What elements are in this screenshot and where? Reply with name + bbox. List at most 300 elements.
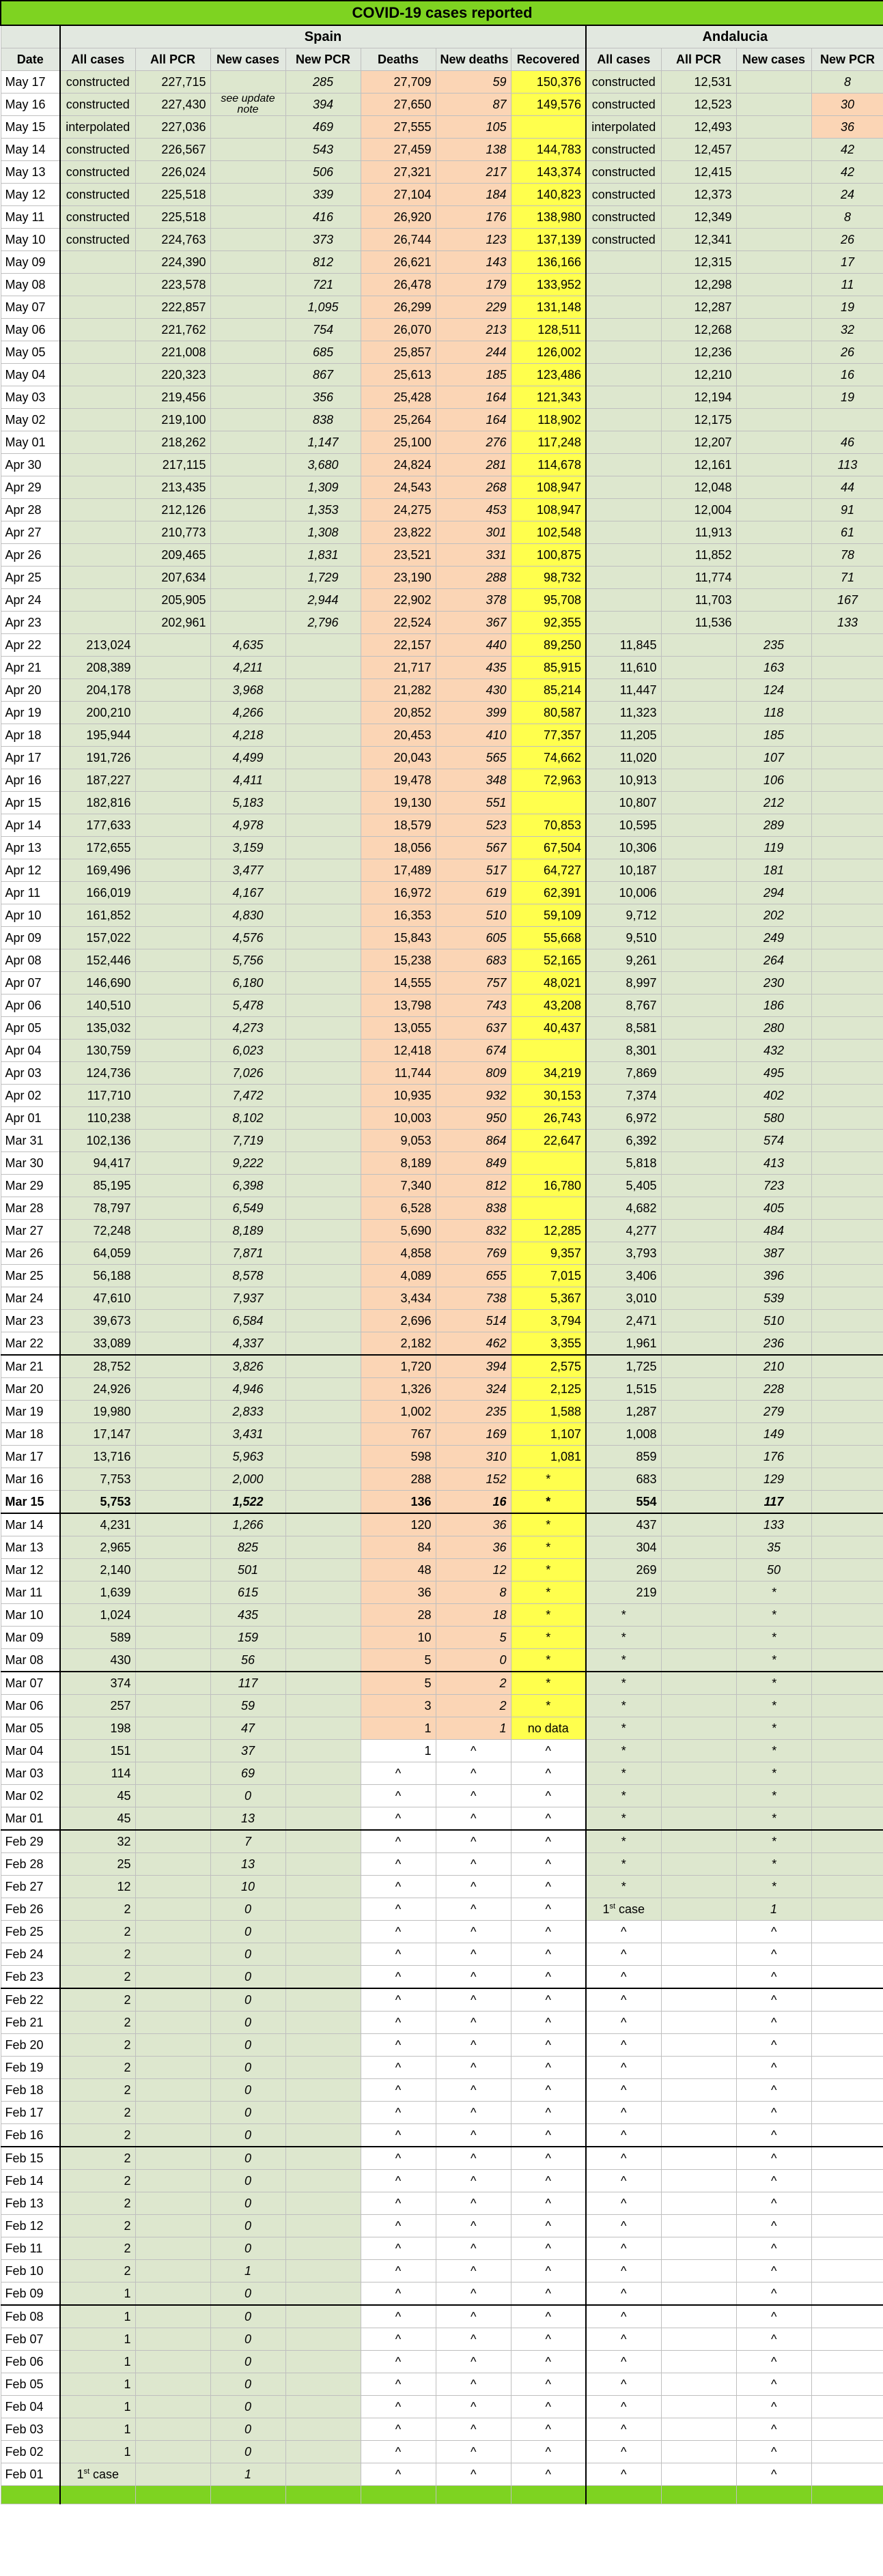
cell-andalucia-all-pcr: 12,341 bbox=[661, 229, 736, 251]
cell-spain-all-cases: 169,496 bbox=[60, 859, 135, 882]
cell-spain-new-cases: 435 bbox=[210, 1604, 285, 1627]
cell-spain-new-cases: 37 bbox=[210, 1740, 285, 1762]
cell-andalucia-all-cases: constructed bbox=[586, 94, 661, 116]
cell-spain-new-deaths: 213 bbox=[436, 319, 511, 341]
cell-spain-deaths: 21,282 bbox=[361, 679, 436, 702]
cell-spain-recovered: 89,250 bbox=[511, 634, 586, 657]
cell-spain-recovered: 72,963 bbox=[511, 769, 586, 792]
cell-andalucia-new-pcr bbox=[811, 1988, 883, 2012]
cell-andalucia-new-pcr bbox=[811, 1468, 883, 1491]
cell-spain-new-cases bbox=[210, 184, 285, 206]
table-row bbox=[1, 1785, 883, 1807]
cell-spain-new-deaths: 348 bbox=[436, 769, 511, 792]
cell-spain-all-cases bbox=[60, 567, 135, 589]
cell-spain-new-pcr bbox=[285, 1220, 361, 1242]
cell-spain-new-pcr bbox=[285, 1627, 361, 1649]
cell-andalucia-all-pcr bbox=[661, 2441, 736, 2463]
cell-andalucia-all-pcr: 12,523 bbox=[661, 94, 736, 116]
cell-andalucia-new-cases: ^ bbox=[736, 2124, 811, 2147]
cell-andalucia-all-pcr bbox=[661, 1107, 736, 1130]
cell-spain-new-pcr bbox=[285, 1898, 361, 1921]
cell-andalucia-new-cases: * bbox=[736, 1695, 811, 1717]
cell-spain-deaths: 3 bbox=[361, 1695, 436, 1717]
cell-spain-new-deaths: 8 bbox=[436, 1582, 511, 1604]
table-row bbox=[1, 1672, 883, 1695]
table-row bbox=[1, 139, 883, 161]
cell-spain-new-cases: 825 bbox=[210, 1536, 285, 1559]
cell-spain-all-pcr bbox=[135, 2147, 210, 2170]
cell-spain-recovered: ^ bbox=[511, 1943, 586, 1966]
cell-andalucia-new-cases bbox=[736, 431, 811, 454]
cell-spain-all-cases: 152,446 bbox=[60, 949, 135, 972]
cell-andalucia-all-cases: 9,261 bbox=[586, 949, 661, 972]
cell-spain-new-pcr bbox=[285, 1332, 361, 1356]
cell-andalucia-all-pcr bbox=[661, 1130, 736, 1152]
cell-date: May 10 bbox=[1, 229, 60, 251]
cell-spain-recovered: 144,783 bbox=[511, 139, 586, 161]
cell-spain-new-pcr bbox=[285, 1695, 361, 1717]
cell-andalucia-all-cases: constructed bbox=[586, 184, 661, 206]
cell-date: Apr 18 bbox=[1, 724, 60, 747]
cell-andalucia-all-cases bbox=[586, 544, 661, 567]
cell-andalucia-all-pcr bbox=[661, 1966, 736, 1989]
cell-spain-all-cases: 191,726 bbox=[60, 747, 135, 769]
cell-andalucia-new-pcr bbox=[811, 1107, 883, 1130]
cell-date: Apr 02 bbox=[1, 1085, 60, 1107]
cell-andalucia-new-cases bbox=[736, 319, 811, 341]
cell-spain-new-pcr bbox=[285, 1513, 361, 1536]
table-row bbox=[1, 476, 883, 499]
cell-spain-deaths: 23,190 bbox=[361, 567, 436, 589]
cell-andalucia-all-pcr bbox=[661, 1220, 736, 1242]
cell-spain-new-pcr bbox=[285, 1017, 361, 1040]
cell-spain-new-deaths: 2 bbox=[436, 1672, 511, 1695]
cell-date: Apr 29 bbox=[1, 476, 60, 499]
cell-andalucia-all-cases: * bbox=[586, 1627, 661, 1649]
cell-spain-all-pcr bbox=[135, 2351, 210, 2373]
cell-spain-all-pcr bbox=[135, 1988, 210, 2012]
cell-andalucia-all-cases: ^ bbox=[586, 2147, 661, 2170]
cell-spain-all-pcr: 202,961 bbox=[135, 612, 210, 634]
cell-andalucia-all-cases: * bbox=[586, 1740, 661, 1762]
cell-spain-new-deaths: 743 bbox=[436, 994, 511, 1017]
cell-spain-all-cases: 195,944 bbox=[60, 724, 135, 747]
cell-spain-new-deaths: 769 bbox=[436, 1242, 511, 1265]
cell-andalucia-new-cases: 212 bbox=[736, 792, 811, 814]
cell-spain-new-pcr bbox=[285, 2147, 361, 2170]
cell-spain-deaths: 12,418 bbox=[361, 1040, 436, 1062]
cell-spain-deaths: 16,353 bbox=[361, 904, 436, 927]
cell-spain-recovered: ^ bbox=[511, 2057, 586, 2079]
table-row bbox=[1, 2237, 883, 2260]
cell-spain-deaths: ^ bbox=[361, 2079, 436, 2102]
cell-andalucia-all-cases: 1,725 bbox=[586, 1355, 661, 1378]
cell-spain-new-pcr bbox=[285, 2057, 361, 2079]
cell-andalucia-new-cases: 294 bbox=[736, 882, 811, 904]
table-row bbox=[1, 161, 883, 184]
cell-date: May 11 bbox=[1, 206, 60, 229]
cell-andalucia-new-cases: ^ bbox=[736, 1988, 811, 2012]
cell-andalucia-new-pcr bbox=[811, 2124, 883, 2147]
cell-spain-new-cases: 7,719 bbox=[210, 1130, 285, 1152]
cell-spain-deaths: 2,182 bbox=[361, 1332, 436, 1356]
cell-spain-new-cases: 0 bbox=[210, 1966, 285, 1989]
cell-spain-all-cases: 45 bbox=[60, 1807, 135, 1831]
cell-spain-recovered: ^ bbox=[511, 2260, 586, 2282]
cell-spain-new-deaths: 5 bbox=[436, 1627, 511, 1649]
cell-spain-recovered: 85,214 bbox=[511, 679, 586, 702]
cell-date: Mar 22 bbox=[1, 1332, 60, 1356]
cell-andalucia-new-pcr bbox=[811, 2012, 883, 2034]
cell-spain-new-cases: 0 bbox=[210, 2305, 285, 2328]
cell-spain-recovered: ^ bbox=[511, 1830, 586, 1853]
cell-spain-new-pcr: 1,309 bbox=[285, 476, 361, 499]
cell-date: May 15 bbox=[1, 116, 60, 139]
cell-andalucia-new-cases: 202 bbox=[736, 904, 811, 927]
cell-date: Apr 26 bbox=[1, 544, 60, 567]
table-row bbox=[1, 521, 883, 544]
cell-date: Apr 08 bbox=[1, 949, 60, 972]
cell-andalucia-all-cases: 859 bbox=[586, 1446, 661, 1468]
cell-spain-new-deaths: 164 bbox=[436, 409, 511, 431]
cell-spain-all-pcr: 219,456 bbox=[135, 386, 210, 409]
cell-spain-recovered: ^ bbox=[511, 1740, 586, 1762]
cell-spain-new-pcr bbox=[285, 2079, 361, 2102]
cell-andalucia-all-cases: 4,277 bbox=[586, 1220, 661, 1242]
cell-andalucia-new-pcr bbox=[811, 2057, 883, 2079]
cell-andalucia-new-pcr bbox=[811, 1604, 883, 1627]
cell-date: Mar 16 bbox=[1, 1468, 60, 1491]
cell-spain-recovered: ^ bbox=[511, 1807, 586, 1831]
cell-spain-new-pcr bbox=[285, 634, 361, 657]
cell-andalucia-new-pcr bbox=[811, 1966, 883, 1989]
cell-spain-all-cases: 28,752 bbox=[60, 1355, 135, 1378]
cell-andalucia-all-pcr: 11,774 bbox=[661, 567, 736, 589]
table-row bbox=[1, 1220, 883, 1242]
cell-date: Feb 01 bbox=[1, 2463, 60, 2486]
cell-spain-new-deaths: ^ bbox=[436, 2124, 511, 2147]
cell-andalucia-all-pcr bbox=[661, 2034, 736, 2057]
cell-spain-all-cases: 1 bbox=[60, 2418, 135, 2441]
cell-spain-all-cases bbox=[60, 544, 135, 567]
cell-spain-new-pcr: 285 bbox=[285, 71, 361, 94]
cell-spain-deaths: 5 bbox=[361, 1649, 436, 1672]
cell-spain-new-cases: 0 bbox=[210, 2396, 285, 2418]
cell-spain-deaths: 14,555 bbox=[361, 972, 436, 994]
cell-andalucia-new-pcr bbox=[811, 702, 883, 724]
cell-spain-all-cases: 32 bbox=[60, 1830, 135, 1853]
cell-spain-all-pcr bbox=[135, 1672, 210, 1695]
cell-spain-all-cases bbox=[60, 296, 135, 319]
cell-andalucia-all-pcr bbox=[661, 1695, 736, 1717]
table-row bbox=[1, 994, 883, 1017]
cell-andalucia-new-pcr bbox=[811, 1401, 883, 1423]
cell-spain-new-cases: 0 bbox=[210, 1943, 285, 1966]
cell-spain-new-deaths: 268 bbox=[436, 476, 511, 499]
cell-date: May 03 bbox=[1, 386, 60, 409]
cell-spain-all-cases: 2 bbox=[60, 2147, 135, 2170]
cell-andalucia-new-pcr bbox=[811, 949, 883, 972]
table-row bbox=[1, 71, 883, 94]
cell-spain-new-pcr bbox=[285, 1242, 361, 1265]
cell-spain-recovered: ^ bbox=[511, 2124, 586, 2147]
table-row bbox=[1, 2147, 883, 2170]
cell-andalucia-all-pcr bbox=[661, 1627, 736, 1649]
cell-spain-recovered: ^ bbox=[511, 2147, 586, 2170]
cell-spain-recovered: 26,743 bbox=[511, 1107, 586, 1130]
table-row bbox=[1, 184, 883, 206]
table-row bbox=[1, 679, 883, 702]
cell-spain-new-pcr: 394 bbox=[285, 94, 361, 116]
cell-andalucia-new-cases: 230 bbox=[736, 972, 811, 994]
cell-spain-new-pcr bbox=[285, 1491, 361, 1514]
cell-andalucia-all-cases: ^ bbox=[586, 2441, 661, 2463]
cell-spain-new-cases bbox=[210, 409, 285, 431]
cell-andalucia-all-pcr: 12,175 bbox=[661, 409, 736, 431]
cell-spain-new-cases: 4,978 bbox=[210, 814, 285, 837]
cell-andalucia-new-cases: 129 bbox=[736, 1468, 811, 1491]
table-row bbox=[1, 2260, 883, 2282]
cell-andalucia-new-cases: 396 bbox=[736, 1265, 811, 1287]
cell-andalucia-new-cases: 1 bbox=[736, 1898, 811, 1921]
cell-andalucia-all-pcr: 12,415 bbox=[661, 161, 736, 184]
cell-andalucia-all-cases: constructed bbox=[586, 206, 661, 229]
cell-spain-new-pcr bbox=[285, 1604, 361, 1627]
cell-spain-all-pcr bbox=[135, 2215, 210, 2237]
cell-andalucia-new-pcr: 19 bbox=[811, 296, 883, 319]
cell-spain-all-pcr bbox=[135, 1401, 210, 1423]
table-row bbox=[1, 1695, 883, 1717]
table-row bbox=[1, 1040, 883, 1062]
cell-spain-new-deaths: ^ bbox=[436, 2237, 511, 2260]
cell-spain-new-deaths: 138 bbox=[436, 139, 511, 161]
cell-andalucia-new-pcr bbox=[811, 1265, 883, 1287]
cell-spain-new-deaths: ^ bbox=[436, 2102, 511, 2124]
cell-spain-all-cases: 117,710 bbox=[60, 1085, 135, 1107]
cell-spain-new-cases bbox=[210, 161, 285, 184]
cell-spain-new-pcr bbox=[285, 702, 361, 724]
cell-spain-all-cases: 4,231 bbox=[60, 1513, 135, 1536]
cell-spain-new-deaths: 517 bbox=[436, 859, 511, 882]
cell-spain-new-cases: 159 bbox=[210, 1627, 285, 1649]
table-row bbox=[1, 229, 883, 251]
cell-andalucia-all-cases: constructed bbox=[586, 229, 661, 251]
cell-spain-deaths: 27,709 bbox=[361, 71, 436, 94]
cell-spain-deaths: 8,189 bbox=[361, 1152, 436, 1175]
cell-spain-deaths: 4,858 bbox=[361, 1242, 436, 1265]
cell-andalucia-new-cases: ^ bbox=[736, 1966, 811, 1989]
cell-date: Apr 21 bbox=[1, 657, 60, 679]
cell-spain-new-deaths: 301 bbox=[436, 521, 511, 544]
cell-spain-new-pcr: 506 bbox=[285, 161, 361, 184]
cell-spain-deaths: 27,321 bbox=[361, 161, 436, 184]
cell-andalucia-all-cases: 10,807 bbox=[586, 792, 661, 814]
cell-spain-new-pcr bbox=[285, 1807, 361, 1831]
cell-spain-new-cases: 0 bbox=[210, 1785, 285, 1807]
cell-spain-new-deaths: 838 bbox=[436, 1197, 511, 1220]
table-row bbox=[1, 2305, 883, 2328]
cell-andalucia-all-pcr bbox=[661, 2012, 736, 2034]
table-row bbox=[1, 2328, 883, 2351]
cell-spain-all-cases bbox=[60, 341, 135, 364]
cell-andalucia-new-cases: 432 bbox=[736, 1040, 811, 1062]
table-row bbox=[1, 837, 883, 859]
cell-spain-recovered: 80,587 bbox=[511, 702, 586, 724]
cell-andalucia-new-cases: 495 bbox=[736, 1062, 811, 1085]
cell-andalucia-all-cases bbox=[586, 499, 661, 521]
cell-spain-all-pcr bbox=[135, 1220, 210, 1242]
cell-spain-new-cases bbox=[210, 116, 285, 139]
cell-andalucia-new-cases bbox=[736, 612, 811, 634]
cell-spain-new-cases bbox=[210, 386, 285, 409]
cell-spain-all-pcr bbox=[135, 1332, 210, 1356]
cell-spain-deaths: 25,264 bbox=[361, 409, 436, 431]
cell-andalucia-all-pcr bbox=[661, 2328, 736, 2351]
cell-spain-new-pcr bbox=[285, 2305, 361, 2328]
table-row bbox=[1, 1085, 883, 1107]
cell-andalucia-new-pcr bbox=[811, 747, 883, 769]
cell-andalucia-new-cases: * bbox=[736, 1717, 811, 1740]
cell-andalucia-new-pcr bbox=[811, 927, 883, 949]
cell-andalucia-all-pcr bbox=[661, 2147, 736, 2170]
cell-spain-new-pcr bbox=[285, 1197, 361, 1220]
cell-andalucia-all-cases bbox=[586, 296, 661, 319]
cell-spain-recovered: * bbox=[511, 1627, 586, 1649]
cell-andalucia-new-pcr bbox=[811, 2192, 883, 2215]
cell-spain-deaths: 28 bbox=[361, 1604, 436, 1627]
cell-spain-new-pcr bbox=[285, 2373, 361, 2396]
cell-andalucia-all-cases: 3,406 bbox=[586, 1265, 661, 1287]
cell-andalucia-all-cases: ^ bbox=[586, 2418, 661, 2441]
cell-spain-deaths: 18,579 bbox=[361, 814, 436, 837]
cell-andalucia-new-cases: 186 bbox=[736, 994, 811, 1017]
cell-spain-new-cases: 7 bbox=[210, 1830, 285, 1853]
cell-spain-recovered: ^ bbox=[511, 1966, 586, 1989]
cell-date: Mar 09 bbox=[1, 1627, 60, 1649]
cell-spain-all-pcr: 224,390 bbox=[135, 251, 210, 274]
cell-spain-recovered: ^ bbox=[511, 2441, 586, 2463]
cell-andalucia-new-pcr bbox=[811, 837, 883, 859]
cell-andalucia-new-pcr bbox=[811, 1672, 883, 1695]
cell-spain-new-cases: 0 bbox=[210, 2124, 285, 2147]
cell-date: Apr 06 bbox=[1, 994, 60, 1017]
cell-andalucia-new-pcr bbox=[811, 2170, 883, 2192]
cell-spain-all-pcr bbox=[135, 792, 210, 814]
cell-andalucia-new-pcr bbox=[811, 1582, 883, 1604]
cell-andalucia-all-pcr bbox=[661, 792, 736, 814]
cell-andalucia-all-cases: 554 bbox=[586, 1491, 661, 1514]
cell-spain-new-deaths: 809 bbox=[436, 1062, 511, 1085]
cell-spain-all-pcr bbox=[135, 2260, 210, 2282]
cell-spain-all-cases: 114 bbox=[60, 1762, 135, 1785]
cell-spain-new-cases: 5,478 bbox=[210, 994, 285, 1017]
cell-spain-all-pcr bbox=[135, 1898, 210, 1921]
cell-spain-new-pcr bbox=[285, 2012, 361, 2034]
cell-spain-new-cases bbox=[210, 544, 285, 567]
cell-spain-all-pcr: 219,100 bbox=[135, 409, 210, 431]
cell-andalucia-new-pcr: 42 bbox=[811, 161, 883, 184]
cell-andalucia-new-cases: 163 bbox=[736, 657, 811, 679]
cell-andalucia-all-pcr: 12,315 bbox=[661, 251, 736, 274]
cell-date: Feb 07 bbox=[1, 2328, 60, 2351]
cell-spain-new-deaths: 440 bbox=[436, 634, 511, 657]
cell-spain-all-pcr: 226,567 bbox=[135, 139, 210, 161]
table-row bbox=[1, 2215, 883, 2237]
cell-spain-recovered: ^ bbox=[511, 2170, 586, 2192]
cell-andalucia-all-pcr bbox=[661, 2463, 736, 2486]
cell-andalucia-new-cases: 228 bbox=[736, 1378, 811, 1401]
cell-spain-deaths: ^ bbox=[361, 2441, 436, 2463]
cell-andalucia-all-pcr bbox=[661, 837, 736, 859]
cell-spain-new-cases: 3,159 bbox=[210, 837, 285, 859]
cell-andalucia-new-cases: 133 bbox=[736, 1513, 811, 1536]
cell-spain-new-cases: 0 bbox=[210, 1898, 285, 1921]
cell-spain-new-pcr bbox=[285, 882, 361, 904]
table-row bbox=[1, 2418, 883, 2441]
cell-date: Apr 13 bbox=[1, 837, 60, 859]
cell-spain-recovered: 59,109 bbox=[511, 904, 586, 927]
cell-andalucia-all-pcr bbox=[661, 1785, 736, 1807]
cell-andalucia-new-cases bbox=[736, 364, 811, 386]
cell-spain-new-cases: 4,830 bbox=[210, 904, 285, 927]
cell-spain-new-cases: 0 bbox=[210, 2034, 285, 2057]
cell-spain-deaths: 21,717 bbox=[361, 657, 436, 679]
cell-spain-new-pcr bbox=[285, 1785, 361, 1807]
cell-andalucia-all-cases: 219 bbox=[586, 1582, 661, 1604]
cell-spain-deaths: ^ bbox=[361, 2282, 436, 2306]
cell-spain-new-cases: 7,472 bbox=[210, 1085, 285, 1107]
cell-spain-new-deaths: 152 bbox=[436, 1468, 511, 1491]
cell-spain-deaths: 23,822 bbox=[361, 521, 436, 544]
cell-spain-new-pcr bbox=[285, 1582, 361, 1604]
column-header-spain-new-deaths: New deaths bbox=[436, 48, 511, 71]
cell-spain-new-cases bbox=[210, 296, 285, 319]
cell-andalucia-new-cases: 289 bbox=[736, 814, 811, 837]
table-row bbox=[1, 792, 883, 814]
cell-andalucia-new-pcr bbox=[811, 2351, 883, 2373]
cell-spain-new-pcr bbox=[285, 1468, 361, 1491]
cell-spain-new-pcr bbox=[285, 1943, 361, 1966]
cell-andalucia-all-pcr bbox=[661, 747, 736, 769]
cell-spain-new-deaths: 950 bbox=[436, 1107, 511, 1130]
cell-andalucia-new-cases: 118 bbox=[736, 702, 811, 724]
cell-spain-deaths: 11,744 bbox=[361, 1062, 436, 1085]
cell-spain-all-cases bbox=[60, 454, 135, 476]
cell-andalucia-all-pcr bbox=[661, 1040, 736, 1062]
cell-spain-deaths: 27,650 bbox=[361, 94, 436, 116]
cell-date: Feb 08 bbox=[1, 2305, 60, 2328]
cell-andalucia-new-cases: 149 bbox=[736, 1423, 811, 1446]
cell-andalucia-all-pcr bbox=[661, 2396, 736, 2418]
cell-date: Mar 30 bbox=[1, 1152, 60, 1175]
cell-spain-deaths: 25,428 bbox=[361, 386, 436, 409]
cell-spain-deaths: ^ bbox=[361, 1988, 436, 2012]
table-row bbox=[1, 116, 883, 139]
cell-spain-new-cases: 0 bbox=[210, 1988, 285, 2012]
cell-spain-all-pcr: 223,578 bbox=[135, 274, 210, 296]
cell-date: Feb 02 bbox=[1, 2441, 60, 2463]
cell-spain-all-pcr bbox=[135, 837, 210, 859]
cell-spain-all-pcr bbox=[135, 2034, 210, 2057]
cell-andalucia-all-cases: ^ bbox=[586, 2102, 661, 2124]
table-row bbox=[1, 2373, 883, 2396]
cell-spain-new-cases: 4,167 bbox=[210, 882, 285, 904]
cell-date: May 14 bbox=[1, 139, 60, 161]
cell-andalucia-all-cases bbox=[586, 341, 661, 364]
cell-andalucia-all-pcr bbox=[661, 702, 736, 724]
cell-spain-new-cases bbox=[210, 454, 285, 476]
cell-andalucia-all-cases: ^ bbox=[586, 2079, 661, 2102]
